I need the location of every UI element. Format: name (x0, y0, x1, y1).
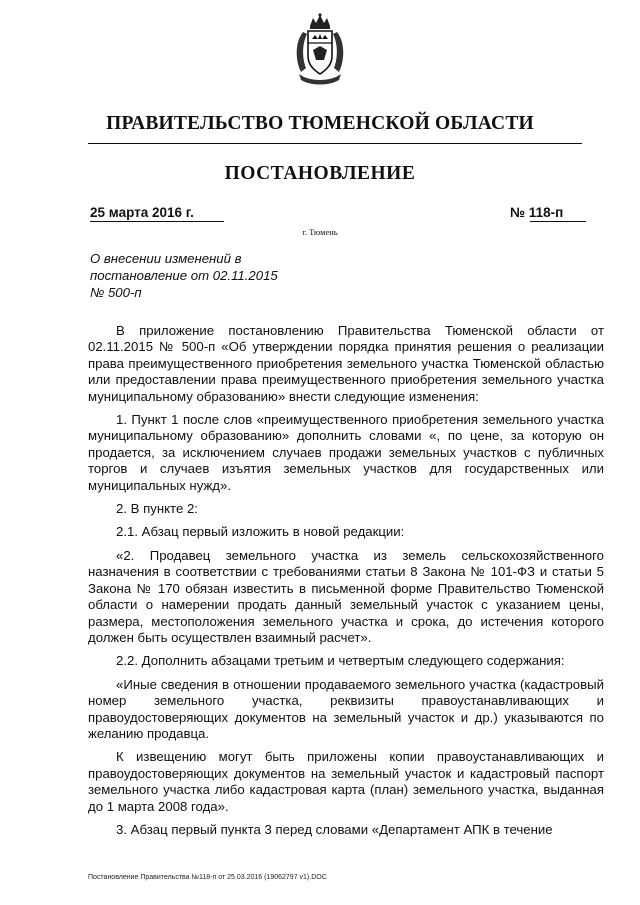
subject-line: О внесении изменений в (90, 251, 242, 266)
city-name: г. Тюмень (302, 227, 338, 237)
subject-line: постановление от 02.11.2015 (90, 268, 278, 283)
coat-of-arms-icon (291, 12, 349, 86)
document-type: ПОСТАНОВЛЕНИЕ (224, 163, 416, 184)
government-title: ПРАВИТЕЛЬСТВО ТЮМЕНСКОЙ ОБЛАСТИ (106, 113, 534, 134)
file-footer: Постановление Правительства №118-п от 25.03.2016 (19062797 v1).DOC (88, 874, 327, 881)
body-paragraph: 2.1. Абзац первый изложить в новой редакции: (116, 524, 405, 540)
title-divider (88, 143, 582, 144)
number-underline (530, 221, 586, 222)
document-subject (90, 250, 330, 301)
document-number-text: № 118-п (510, 205, 564, 220)
body-paragraph: К извещению могут быть приложены копии правоустанавливающих и правоудостоверяющих документов на земельный участок и кадастровый паспорт земельного участка либо кадастровая карта (план) земельного участка, выданная до 1 марта 2008 года». (88, 749, 604, 814)
document-number (510, 205, 586, 220)
body-paragraph: 2. В пункте 2: (116, 501, 198, 517)
subject-line: № 500-п (90, 285, 142, 300)
body-paragraph: В приложение постановлению Правительства Тюменской области от 02.11.2015 № 500-п «Об утверждении порядка принятия решения о реализации права преимущественного приобретения земельного участка Тюменской областью или предоставлении права преимущественного приобретения земельного участка муниципальному образованию» внести следующие изменения: (88, 323, 604, 404)
body-paragraph: «Иные сведения в отношении продаваемого земельного участка (кадастровый номер земельного участка, реквизиты правоустанавливающих и правоудостоверяющих документов на земельный участок и др.) указываются по желанию продавца. (88, 676, 604, 741)
document-body (88, 323, 604, 838)
body-paragraph: 2.2. Дополнить абзацами третьим и четвертым следующего содержания: (116, 653, 565, 669)
body-paragraph: 1. Пункт 1 после слов «преимущественного приобретения земельного участка муниципальному образованию» дополнить словами «, по цене, за которую он продается, за исключением случаев продажи земельных участков с публичных торгов и случаев изъятия земельных участков для государственных или муниципальных нужд». (88, 412, 604, 493)
document-date: 25 марта 2016 г. (90, 205, 224, 222)
body-paragraph: «2. Продавец земельного участка из земель сельскохозяйственного назначения в соответствии с требованиями статьи 8 Закона № 101-ФЗ и статьи 5 Закона № 170 обязан известить в письменной форме Правительство Тюменской области о намерении продать данный земельный участок с указанием цены, размера, местоположения земельного участка и срока, до истечения которого должен быть осуществлен взаимный расчет». (88, 547, 604, 645)
body-paragraph: 3. Абзац первый пункта 3 перед словами «Департамент АПК в течение (116, 821, 553, 837)
